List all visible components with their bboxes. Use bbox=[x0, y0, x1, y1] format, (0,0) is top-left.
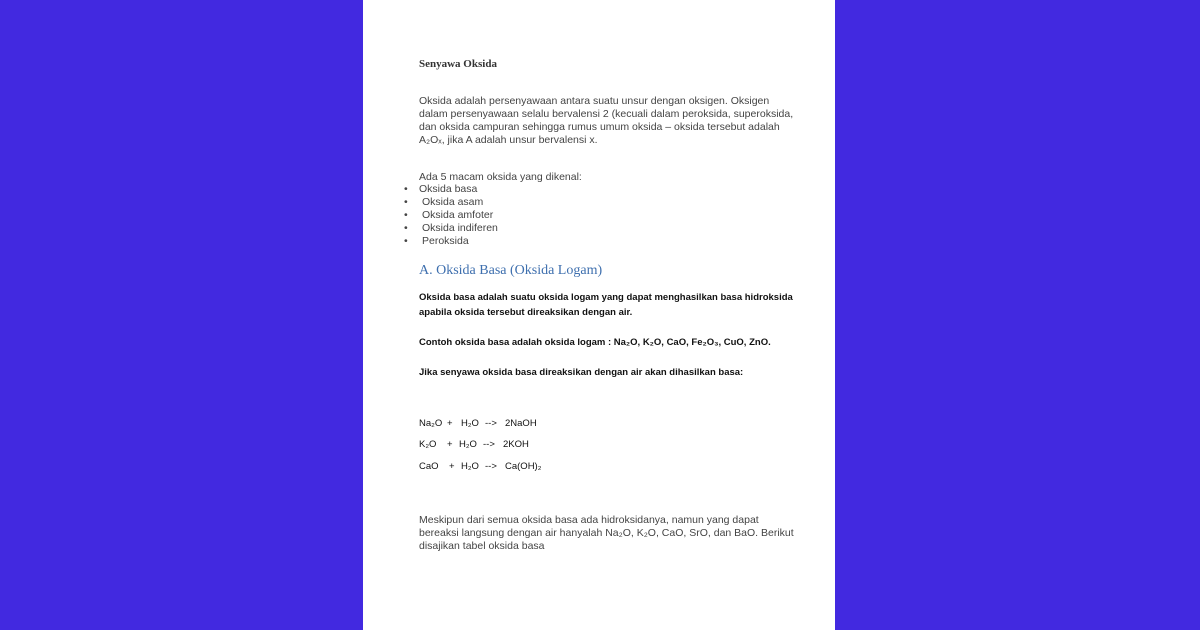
list-item: • Oksida amfoter bbox=[419, 209, 498, 222]
basic-oxide-examples: Contoh oksida basa adalah oksida logam : Na₂O, K₂O, CaO, Fe₂O₃, CuO, ZnO. bbox=[419, 337, 771, 348]
water: H₂O bbox=[461, 461, 479, 472]
reactant: CaO bbox=[419, 461, 439, 472]
arrow: --> bbox=[485, 461, 497, 472]
product: Ca(OH)₂ bbox=[505, 461, 542, 472]
product: 2NaOH bbox=[505, 418, 537, 429]
equation-row bbox=[419, 461, 541, 472]
oxide-definition-paragraph: Oksida adalah persenyawaan antara suatu unsur dengan oksigen. Oksigen dalam persenyawaan selalu bervalensi 2 (kecuali dalam peroksida, superoksida, dan oksida campuran sehingga rumus umum oksida – oksida tersebut adalah A₂Oₓ, jika A adalah unsur bervalensi x. bbox=[419, 95, 794, 146]
product: 2KOH bbox=[503, 439, 529, 450]
arrow: --> bbox=[483, 439, 495, 450]
list-item: • Oksida asam bbox=[419, 196, 498, 209]
section-heading: A. Oksida Basa (Oksida Logam) bbox=[419, 263, 603, 278]
document-title: Senyawa Oksida bbox=[419, 58, 497, 70]
plus-sign: + bbox=[447, 418, 453, 429]
list-item: • Oksida basa bbox=[419, 183, 498, 196]
reactant: K₂O bbox=[419, 439, 437, 450]
equation-row bbox=[419, 439, 529, 450]
reactant: Na₂O bbox=[419, 418, 443, 429]
list-item: • Oksida indiferen bbox=[419, 222, 498, 235]
plus-sign: + bbox=[449, 461, 455, 472]
closing-paragraph: Meskipun dari semua oksida basa ada hidroksidanya, namun yang dapat bereaksi langsung dengan air hanyalah Na₂O, K₂O, CaO, SrO, dan BaO. Berikut disajikan tabel oksida basa bbox=[419, 514, 794, 552]
document-page bbox=[363, 0, 835, 630]
equation-row bbox=[419, 418, 537, 429]
water: H₂O bbox=[459, 439, 477, 450]
basic-oxide-definition: Oksida basa adalah suatu oksida logam yang dapat menghasilkan basa hidroksida apabila oksida tersebut direaksikan dengan air. bbox=[419, 292, 793, 318]
plus-sign: + bbox=[447, 439, 453, 450]
list-item: • Peroksida bbox=[419, 235, 498, 248]
oxide-types-intro: Ada 5 macam oksida yang dikenal: bbox=[419, 171, 582, 183]
water: H₂O bbox=[461, 418, 479, 429]
oxide-types-list bbox=[419, 183, 498, 248]
arrow: --> bbox=[485, 418, 497, 429]
reaction-intro: Jika senyawa oksida basa direaksikan dengan air akan dihasilkan basa: bbox=[419, 367, 744, 378]
